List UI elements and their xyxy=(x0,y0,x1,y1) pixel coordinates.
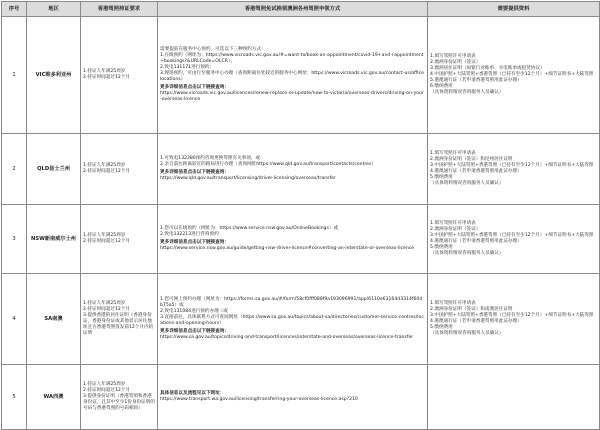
method-cell xyxy=(158,17,428,134)
method-cell xyxy=(158,134,428,205)
header-requirements: 香港驾照持证要求 xyxy=(81,2,158,17)
document-line: 2.澳洲身份证明（签证）和南澳居住证明 xyxy=(430,306,513,312)
requirements-cell xyxy=(81,274,158,365)
document-line: 4.港澳通行证（若申请香港驾照用此证办理） xyxy=(430,169,522,174)
table-row xyxy=(2,134,600,205)
method-line: 2.致电131171进行预约； xyxy=(160,64,215,70)
document-line: 4.港澳通行证（若申请香港驾照用此证办理） xyxy=(430,239,522,244)
table-row xyxy=(2,205,600,274)
requirement-line: 1.持证人年满25周岁 xyxy=(83,162,126,168)
document-line: 5.缴纳费用 xyxy=(430,175,453,181)
document-line: 5.缴纳费用 xyxy=(430,325,453,331)
header-documents: 需要提供资料 xyxy=(428,2,600,17)
requirements-cell xyxy=(81,17,158,134)
requirements-cell xyxy=(81,365,158,430)
document-line: （具体资料情况咨询服务人员确认） xyxy=(430,90,504,96)
requirement-line: 1.持证人年满25周岁 xyxy=(83,381,126,387)
header-row xyxy=(2,2,600,17)
method-cell xyxy=(158,274,428,365)
requirement-line: 3.提供身份证明（香港驾照和香港身份证，且其中至少1份身份证明的号码与香港驾照的号码相同） xyxy=(83,393,155,412)
method-cell xyxy=(158,365,428,430)
document-line: 3.中国护照+大陆驾照+香港驾照（已持有至少12个月）+细节证明书+大陆驾照 xyxy=(430,312,594,318)
row-number: 5 xyxy=(2,365,27,430)
requirement-line: 2.持证时间超过12个月 xyxy=(83,169,130,174)
requirement-line: 2.持证时间超过12个月 xyxy=(83,75,130,80)
document-line: 2.澳洲身份证明（签证）和昆州居住证明 xyxy=(430,156,513,162)
document-line: 3.中国护照+大陆驾照+香港驾照（已持有至少12个月）+细节证明书+大陆驾照 xyxy=(430,232,594,238)
method-heading: 更多详细信息点击以下链接查询： xyxy=(160,170,229,175)
documents-cell xyxy=(428,274,600,365)
document-line: （具体资料情况咨询服务人员确认） xyxy=(430,331,504,337)
method-line: 1.可致电132380预约咨询更换驾照有关事项，或 xyxy=(160,155,261,161)
method-line: https://www.vicroads.vic.gov.au/licences/renew-replace-or-update/new-to-victoria/overseas-drivers/driving-on-your-overseas-licence xyxy=(160,91,424,103)
document-line: 3.中国护照+大陆驾照+香港驾照（已持有至少12个月）+细节证明书+大陆驾照 xyxy=(430,162,594,168)
method-line: https://www.sa.gov.au/topics/driving-and-transport/licences/interstate-and-overseas/overseas-licence-transfer xyxy=(160,335,414,341)
documents-cell xyxy=(428,365,600,430)
method-line: 2.致电132213进行咨询预约 xyxy=(160,231,219,237)
document-line: 1.填写驾照许可申请表 xyxy=(430,150,476,156)
document-line: 5.港澳通行证（若申请香港驾照用此证办理） xyxy=(430,78,522,84)
region-name: VIC维多利亚州 xyxy=(27,17,81,134)
method-line: 1.您可网上预约办理（网址为：https://forms.sa.gov.au/#/form/58cf0fff088f9a193096991/app/6110e63164d3314f60db75a5）或 xyxy=(160,296,423,308)
document-line: 4.中国护照+大陆驾照+香港驾照（已持有至少12个月）+细节证明书+大陆驾照 xyxy=(430,71,594,77)
method-line: https://www.qld.gov.au/transport/licensing/driver-licensing/overseas/transfer xyxy=(160,176,336,182)
requirement-line: 3.提供香港的居住证明（香港身份证，香港身份证或其他显示居住地址且在香港驾照签发前12个月内的证明 xyxy=(83,312,154,337)
document-line: （具体资料情况咨询服务人员确认） xyxy=(430,251,504,257)
table-row xyxy=(2,274,600,365)
method-heading: 具体信息以及流程见以下网址： xyxy=(160,390,225,396)
method-heading: 更多详细信息点击以下链接查询： xyxy=(160,240,229,245)
method-cell xyxy=(158,205,428,274)
documents-cell xyxy=(428,134,600,205)
method-heading: 更多详细信息点击以下链接查询： xyxy=(160,85,229,91)
method-line: 2.亲自前往距离较近的路局进行办理（查询网址https://www.qld.gov.au/transport/contacts/centres） xyxy=(160,161,376,167)
document-line: 2.澳洲身份证明（签证） xyxy=(430,59,481,65)
requirements-cell xyxy=(81,134,158,205)
requirement-line: 2.持证时间超过12个月 xyxy=(83,387,130,393)
requirement-line: 2.持证时间超过12个月 xyxy=(83,239,130,244)
document-line: （具体资料情况咨询服务人员确认） xyxy=(430,181,504,187)
method-line: 3.现场预约，可由行至服务中心办理（查询距离住处较近的服务中心网址：https://www.vicroads.vic.gov.au/contact-us/officelocations） xyxy=(160,70,424,83)
table-row xyxy=(2,365,600,430)
requirement-line: 2.持证时间超过12个月 xyxy=(83,306,130,312)
region-name: QLD昆士兰州 xyxy=(27,134,81,205)
method-heading: 更多详细信息点击以下链接查询： xyxy=(160,329,229,335)
requirement-line: 1.持证人年满25周岁 xyxy=(83,300,126,306)
document-line: 1.填写驾照许可申请表 xyxy=(430,53,476,59)
region-name: SA南澳 xyxy=(27,274,81,365)
row-number: 2 xyxy=(2,134,27,205)
method-line: 1.您可以在线预约（网址为：https://www.service.nsw.gov.au/OnlineBookings）或 xyxy=(160,225,339,231)
document-line: 5.缴纳费用 xyxy=(430,245,453,251)
document-table xyxy=(1,1,600,430)
requirement-line: 1.持证人年满25周岁 xyxy=(83,232,126,238)
table-row xyxy=(2,17,600,134)
documents-cell xyxy=(428,17,600,134)
document-line: 6.缴纳费用 xyxy=(430,84,453,90)
method-line: https://www.transport.wa.gov.au/licensing/transferring-your-overseas-licence.asp?210 xyxy=(160,397,358,402)
method-line: 1.在线预约（网址为：https://www.vicroads.vic.gov.au/#=want-to/book-an-appointment/covid-19+and+appointment+bookings?&URLCode=OLCR）； xyxy=(160,52,424,64)
row-number: 1 xyxy=(2,17,27,134)
method-line: https://www.service.nsw.gov.au/guide/getting-nsw-driver-licence#converting-an-interstate-or-overseas-licence xyxy=(160,246,415,252)
row-number: 3 xyxy=(2,205,27,274)
header-method: 香港驾照免试换领澳洲各州驾照申领方式 xyxy=(158,2,428,17)
document-line: 1.填写驾照许可申请表 xyxy=(430,220,476,226)
header-num: 序号 xyxy=(2,2,27,17)
requirement-line: 1.持证人年满25周岁 xyxy=(83,68,126,74)
method-line: 需要提前在服务中心预约，可选以下三种预约方式： xyxy=(160,46,266,52)
document-line: 1.填写驾照许可申请表 xyxy=(430,300,476,306)
region-name: WA西澳 xyxy=(27,365,81,430)
documents-cell xyxy=(428,205,600,274)
requirements-cell xyxy=(81,205,158,274)
region-name: NSW新南威尔士州 xyxy=(27,205,81,274)
document-line: 4.港澳通行证（若申请香港驾照用此证办理） xyxy=(430,319,522,324)
document-line: 3.澳洲居住证明（如银行对账单、水电账单或租赁协议） xyxy=(430,65,545,71)
document-line: 2.澳洲身份证明（签证） xyxy=(430,226,481,232)
method-line: 3.直接前往，具体联系方式可查阅网址（https://www.sa.gov.au/topics/about-sa/directories/customer-service-centres/locations-and-opening-hours） xyxy=(160,314,424,327)
table-body xyxy=(2,17,600,430)
header-region: 地区 xyxy=(27,2,81,17)
method-line: 2.致电131084进行预约办理（或 xyxy=(160,308,228,314)
row-number: 4 xyxy=(2,274,27,365)
